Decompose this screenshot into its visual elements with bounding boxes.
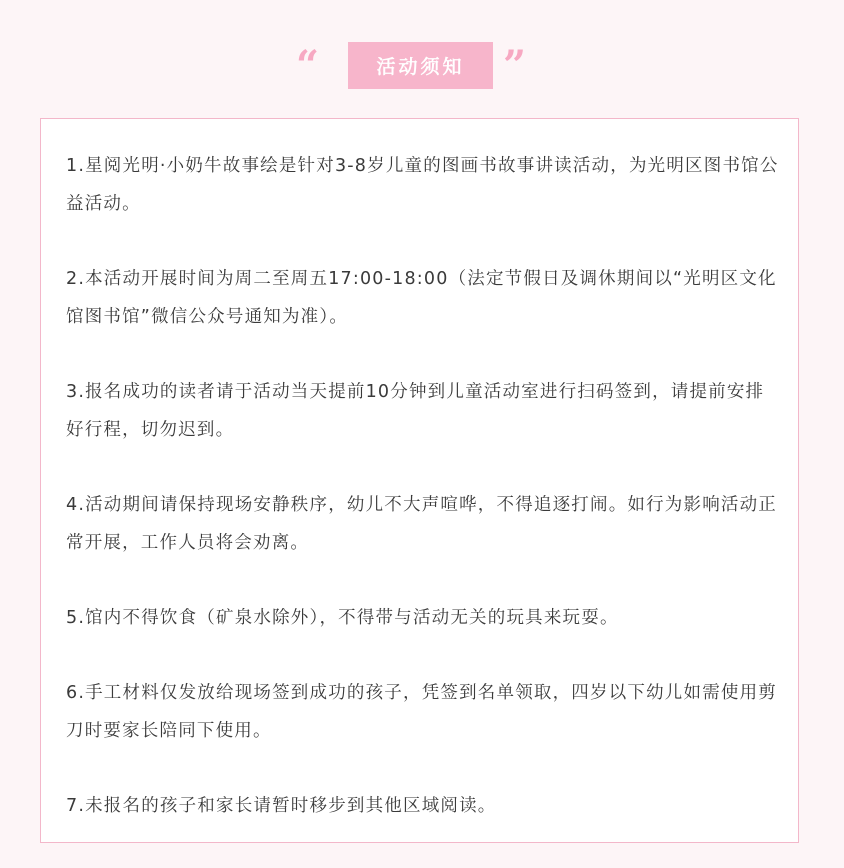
notice-item-4: 4.活动期间请保持现场安静秩序，幼儿不大声喧哗，不得追逐打闹。如行为影响活动正常开展，工作人员将会劝离。 [66, 495, 777, 553]
header [0, 42, 844, 89]
notice-item-6: 6.手工材料仅发放给现场签到成功的孩子，凭签到名单领取，四岁以下幼儿如需使用剪刀时要家长陪同下使用。 [66, 683, 777, 741]
notice-item-2: 2.本活动开展时间为周二至周五17:00-18:00（法定节假日及调休期间以“光明区文化馆图书馆”微信公众号通知为准）。 [66, 269, 777, 327]
notice-item-1: 1.星阅光明·小奶牛故事绘是针对3-8岁儿童的图画书故事讲读活动，为光明区图书馆公益活动。 [66, 156, 779, 214]
notice-item-3: 3.报名成功的读者请于活动当天提前10分钟到儿童活动室进行扫码签到，请提前安排好行程，切勿迟到。 [66, 382, 765, 440]
notice-panel [40, 118, 799, 843]
notice-item-5: 5.馆内不得饮食（矿泉水除外），不得带与活动无关的玩具来玩耍。 [66, 608, 619, 628]
notice-item-7: 7.未报名的孩子和家长请暂时移步到其他区域阅读。 [66, 796, 497, 816]
left-quote-mark: “ [296, 42, 320, 89]
page-title: 活动须知 [376, 56, 465, 78]
right-quote-mark: ” [503, 42, 527, 89]
title-badge [348, 42, 493, 89]
